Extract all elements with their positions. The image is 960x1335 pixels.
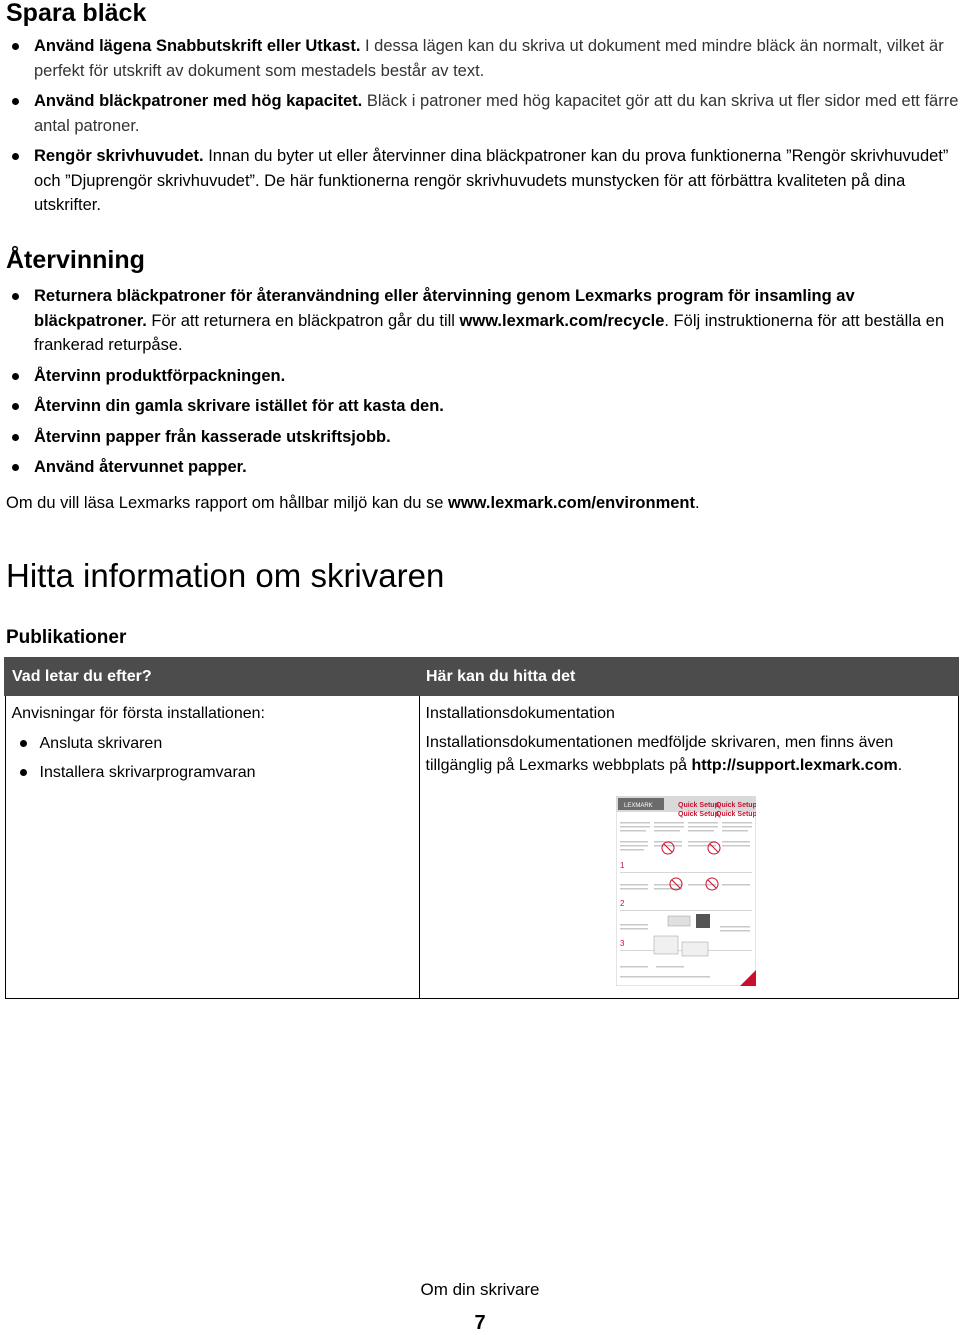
printer-illustration [696,914,710,928]
step-number-3: 3 [619,939,624,948]
section-heading-atervinning: Återvinning [6,246,145,274]
quick-setup-image [616,796,756,986]
publications-table [4,657,959,999]
divider [620,872,752,873]
para-text: Om du vill läsa Lexmarks rapport om hållbar miljö kan du se [6,494,449,512]
quick-setup-title-1: Quick Setup [677,802,719,809]
item-bold-lead: Använd bläckpatroner med hög kapacitet. [34,92,363,110]
environment-paragraph [6,491,700,515]
bullet-icon [12,153,19,160]
screen-illustration [654,936,678,954]
list-item [12,758,413,787]
item-text: Installera skrivarprogramvaran [39,764,256,781]
bullet-icon [12,373,19,380]
divider [620,910,752,911]
table-cell-left [5,695,419,999]
item-bold-lead: Rengör skrivhuvudet. [34,147,204,165]
cell-text-tail: . [897,757,903,774]
item-text: Ansluta skrivaren [39,735,163,752]
bullet-icon [12,293,19,300]
item-bold: Återvinn papper från kasserade utskriftsjobb. [34,427,391,446]
list-item [0,364,960,389]
brand-logo: LEXMARK [623,803,653,809]
subheading-publikationer: Publikationer [6,627,127,648]
list-item [0,455,960,480]
table-cell-right [419,695,958,999]
bullet-icon [12,43,19,50]
table-row [5,695,958,999]
bullet-icon [12,464,19,471]
list-item [12,729,413,758]
page-number: 7 [474,1312,486,1334]
chapter-heading: Hitta information om skrivaren [6,557,445,594]
item-text-tail: . Följ instruktionerna för att beställa en frankerad returpåse. [34,311,945,354]
item-bold-lead: Returnera bläckpatroner för återanvändning eller återvinning genom Lexmarks program för insamling av bläckpatroner. [34,287,855,330]
column-header: Vad letar du efter? [5,658,419,695]
screen-illustration [682,942,708,956]
footer-section-title: Om din skrivare [420,1280,540,1299]
para-tail: . [694,494,700,512]
bullet-icon [12,98,19,105]
cell-text [426,731,952,777]
quick-setup-thumbnail [616,796,756,986]
list-item [0,284,960,358]
step-number-2: 2 [619,899,624,908]
support-link[interactable]: http://support.lexmark.com [691,757,898,774]
table-header-row [5,658,958,695]
step-number-1: 1 [619,861,624,870]
item-bold: Återvinn din gamla skrivare istället för att kasta den. [34,397,444,415]
quick-setup-title-4: Quick Setup [715,811,756,818]
list-item [0,34,960,83]
item-text: Bläck i patroner med hög kapacitet gör att du kan skriva ut fler sidor med ett färre antal patroner. [34,92,959,135]
bullet-icon [20,769,27,776]
quick-setup-title-3: Quick Setup [715,802,756,809]
quick-setup-title-2: Quick Setup [677,811,719,818]
item-text: Innan du byter ut eller återvinner dina bläckpatroner kan du prova funktionerna ”Rengör skrivhuvudet” och ”Djuprengör skrivhuvudet”. De här funktionerna rengör skrivhuvudets munstycken för att förbättra kvaliteten på dina utskrifter. [34,147,949,214]
list-item [0,89,960,138]
bullet-icon [20,740,27,747]
item-bold-lead: Använd lägena Snabbutskrift eller Utkast. [34,37,361,55]
cell-title: Anvisningar för första installationen: [11,705,265,722]
bullet-icon [12,403,19,410]
cell-text-body: Installationsdokumentationen medföljde skrivaren, men finns även tillgänglig på Lexmarks webbplats på [425,734,894,774]
cell-title: Installationsdokumentation [425,705,615,722]
cell-list [12,729,413,787]
recycle-link[interactable]: www.lexmark.com/recycle [459,311,665,330]
list-item [0,425,960,450]
item-bold: Använd återvunnet papper. [34,458,247,476]
item-bold: Återvinn produktförpackningen. [34,366,286,385]
sheet-outline [616,796,756,986]
list-item [0,394,960,419]
atervinning-list [0,284,960,486]
printer-illustration [668,916,690,926]
column-header: Här kan du hitta det [419,658,958,695]
spara-list [0,34,960,224]
section-heading-spara-black: Spara bläck [6,0,147,27]
item-text: I dessa lägen kan du skriva ut dokument med mindre bläck än normalt, vilket är perfekt för utskrift av dokument som mestadels består av text. [34,37,944,80]
environment-link[interactable]: www.lexmark.com/environment [448,494,695,512]
item-text: För att returnera en bläckpatron går du till [146,311,460,330]
bullet-icon [12,434,19,441]
list-item [0,144,960,218]
